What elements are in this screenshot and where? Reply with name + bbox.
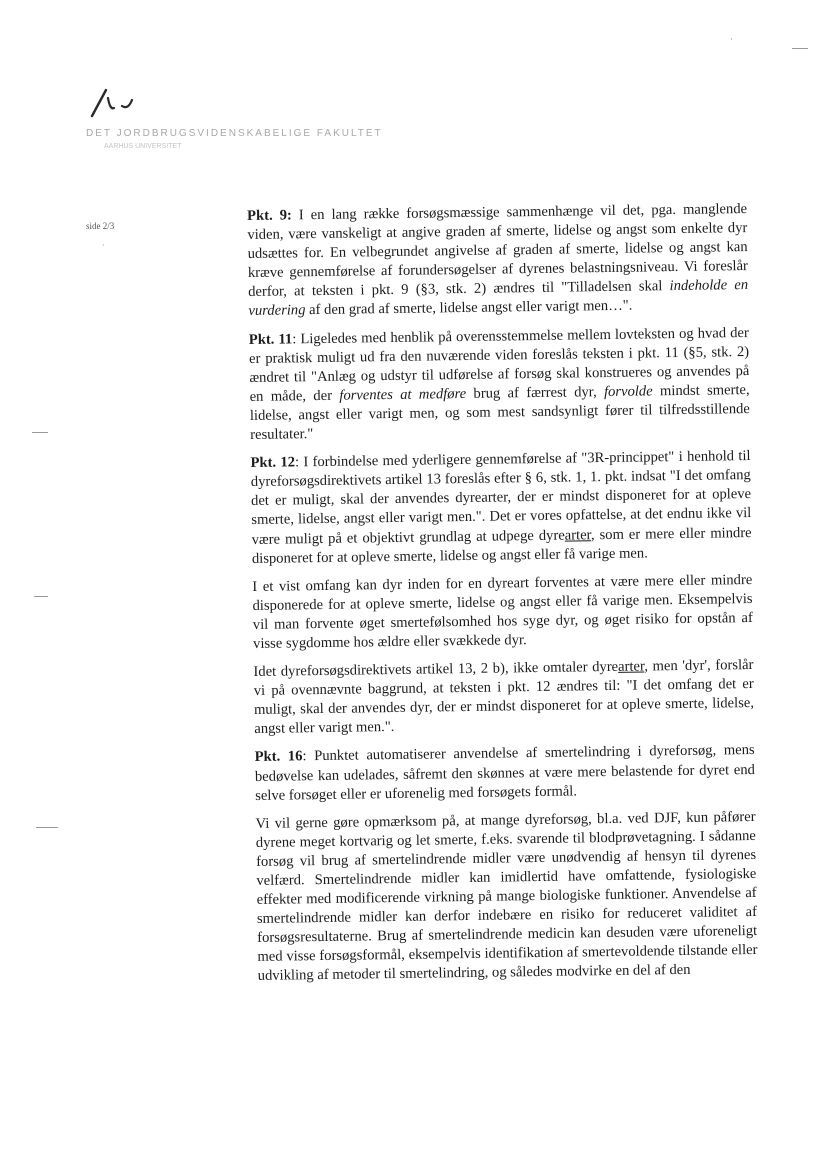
text-run: , som er mere eller mindre disponeret for at opleve smerte, lidelse og angst eller få varige men. xyxy=(251,524,752,567)
paragraph xyxy=(250,447,752,569)
university-logo xyxy=(88,86,148,126)
text-run: mindst smerte, lidelse, angst eller varigt men, og som mest sandsynligt fører til tilfredsstillende resultater." xyxy=(249,381,750,444)
text-run: : Ligeledes med henblik på overensstemmelse mellem lovteksten og hvad der er praktisk muligt ud fra den nuværende viden foreslås teksten i pkt. 11 (§5, stk. 2) ændret til "Anlæg og udstyr til udførelse af forsøg skal konstrueres og anvendes på en måde, der xyxy=(249,324,750,405)
underlined-text: arter xyxy=(564,526,592,544)
text-run: : I forbindelse med yderligere gennemførelse af "3R-princippet" i henhold til dyreforsøgsdirektivets artikel 13 foreslås efter § 6, stk. 1, 1. pkt. indsat "I det omfang det er muligt, skal der anvendes dyrearter, der er mindst disponeret for at opleve smerte, lidelse, angst eller varigt men.". Det er vores opfattelse, at det endnu ikke vil være muligt på et objektivt grundlag at udpege dyre xyxy=(250,448,752,548)
paragraph xyxy=(249,324,751,446)
emphasis-text: indeholde en vurdering xyxy=(248,277,749,320)
paragraph-label: Pkt. 12 xyxy=(250,454,296,472)
text-run: I en lang række forsøgsmæssige sammenhænge vil det, pga. manglende viden, være vanskeligt at angive graden af smerte, lidelse og angst som enkelte dyr udsættes for. En velbegrundet angivelse af graden af smerte, lidelse og angst kan kræve gennemførelse af forundersøgelser af dyrenes belastningsniveau. Vi foreslår derfor, at teksten i pkt. 9 (§3, stk. 2) ændres til "Tilladelsen skal xyxy=(247,201,748,301)
paragraph-label: Pkt. 9: xyxy=(247,207,292,224)
text-run: brug af færrest dyr, xyxy=(466,383,605,402)
corner-dash xyxy=(792,48,808,49)
margin-dash-1 xyxy=(32,432,48,433)
underlined-text: arter xyxy=(618,658,645,675)
text-run: Vi vil gerne gøre opmærksom på, at mange dyreforsøg, bl.a. ved DJF, kun påfører dyrene meget kortvarig og let smerte, f.eks. svarende til blodprøvetagning. I sådanne forsøg vil brug af smertelindrende midler være unødvendig af hensyn til dyrenes velfærd. Smertelindrende midler kan imidlertid have omfattende, fysiologiske effekter med modificerende virkning på mange biologiske funktioner. Anvendelse af smertelindrende midler kan derfor indebære en risiko for reduceret validitet af forsøgsresultaterne. Brug af smertelindrende medicin kan desuden være uforeneligt med visse forsøgsformål, eksempelvis identifikation af smertevoldende tilstande eller udvikling af metoder til smertelindring, og således modvirke en del af den xyxy=(255,808,758,985)
paragraph xyxy=(253,656,754,739)
text-run: I et vist omfang kan dyr inden for en dyreart forventes at være mere eller mindre disponerede for at opleve smerte, lidelse og angst eller få varige men. Eksempelvis vil man forvente øget smertefølsomhed hos syge dyr, og øget risiko for opstån af visse sygdomme hos ældre eller svækkede dyr. xyxy=(252,571,753,652)
margin-dash-3 xyxy=(36,827,58,828)
emphasis-text: forventes at medføre xyxy=(339,385,467,404)
text-run: Idet dyreforsøgsdirektivets artikel 13, 2 b), ikke omtaler dyre xyxy=(253,658,619,681)
paragraph-label: Pkt. 11 xyxy=(248,330,293,348)
emphasis-text: forvolde xyxy=(603,383,653,400)
margin-mark: · xyxy=(102,241,105,250)
margin-dash-2 xyxy=(34,596,48,597)
paragraph xyxy=(255,741,756,805)
letter-body xyxy=(247,200,758,995)
paragraph xyxy=(255,808,757,987)
university-name: AARHUS UNIVERSITET xyxy=(104,143,182,150)
faculty-name: DET JORDBRUGSVIDENSKABELIGE FAKULTET xyxy=(86,128,383,139)
text-run: : Punktet automatiserer anvendelse af smertelindring i dyreforsøg, mens bedøvelse kan udelades, såfremt den skønnes at være mere belastende for dyret end selve forsøget eller er uforenelig med forsøgets formål. xyxy=(254,742,756,804)
corner-mark: · xyxy=(730,34,733,44)
paragraph-label: Pkt. 16 xyxy=(254,748,303,766)
paragraph xyxy=(247,200,749,322)
paragraph xyxy=(252,571,753,654)
text-run: af den grad af smerte, lidelse angst eller varigt men…". xyxy=(305,298,633,319)
margin-reference: side 2/3 xyxy=(86,221,115,231)
text-run: , men 'dyr', forslår vi på ovennævnte baggrund, at teksten i pkt. 12 ændres til: "I det omfang det er muligt, skal der anvendes dyr, der er mindst disponeret for at opleve smerte, lidelse, angst eller varigt men.". xyxy=(253,657,755,738)
